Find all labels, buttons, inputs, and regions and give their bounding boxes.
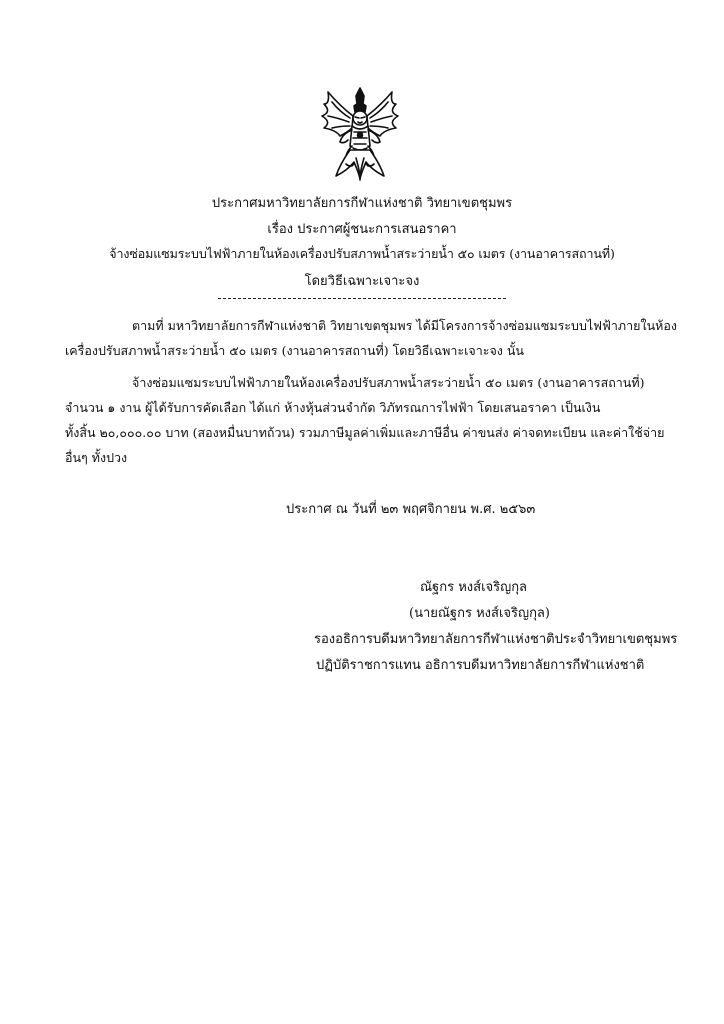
announcement-method: โดยวิธีเฉพาะเจาะจง [304,274,420,289]
paragraph-2-line-3: ทั้งสิ้น ๒๐,๐๐๐.๐๐ บาท (สองหมื่นบาทถ้วน) รวมภาษีมูลค่าเพิ่มและภาษีอื่น ค่าขนส่ง ค่าจดทะเบียน และค่าใช้จ่าย [65,425,665,440]
signature-position: รองอธิการบดีมหาวิทยาลัยการกีฬาแห่งชาติประจำวิทยาเขตชุมพร [314,632,678,647]
signature-full-name: (นายณัฐกร หงส์เจริญกุล) [409,606,550,621]
garuda-emblem-icon [310,84,410,184]
paragraph-2-line-2: จำนวน ๑ งาน ผู้ได้รับการคัดเลือก ได้แก่ ห้างหุ้นส่วนจำกัด วิภัทรณการไฟฟ้า โดยเสนอราคา เป็นเงิน [65,400,601,415]
paragraph-2-line-4: อื่นๆ ทั้งปวง [65,450,128,465]
announcement-project: จ้างซ่อมแซมระบบไฟฟ้าภายในห้องเครื่องปรับสภาพน้ำสระว่ายน้ำ ๕๐ เมตร (งานอาคารสถานที่) [109,246,615,261]
paragraph-2-line-1: จ้างซ่อมแซมระบบไฟฟ้าภายในห้องเครื่องปรับสภาพน้ำสระว่ายน้ำ ๕๐ เมตร (งานอาคารสถานที่) [132,375,645,390]
announcement-title: ประกาศมหาวิทยาลัยการกีฬาแห่งชาติ วิทยาเขตชุมพร [211,196,513,211]
announcement-subject: เรื่อง ประกาศผู้ชนะการเสนอราคา [267,222,457,237]
paragraph-1-line-2: เครื่องปรับสภาพน้ำสระว่ายน้ำ ๕๐ เมตร (งานอาคารสถานที่) โดยวิธีเฉพาะเจาะจง นั้น [65,343,524,358]
title-divider [218,298,506,299]
signature-acting-for: ปฏิบัติราชการแทน อธิการบดีมหาวิทยาลัยการกีฬาแห่งชาติ [316,658,645,673]
paragraph-1-line-1: ตามที่ มหาวิทยาลัยการกีฬาแห่งชาติ วิทยาเขตชุมพร ได้มีโครงการจ้างซ่อมแซมระบบไฟฟ้าภายในห้อง [132,318,677,333]
signature-name: ณัฐกร หงส์เจริญกุล [420,580,528,595]
announcement-date: ประกาศ ณ วันที่ ๒๓ พฤศจิกายน พ.ศ. ๒๕๖๓ [286,502,536,517]
